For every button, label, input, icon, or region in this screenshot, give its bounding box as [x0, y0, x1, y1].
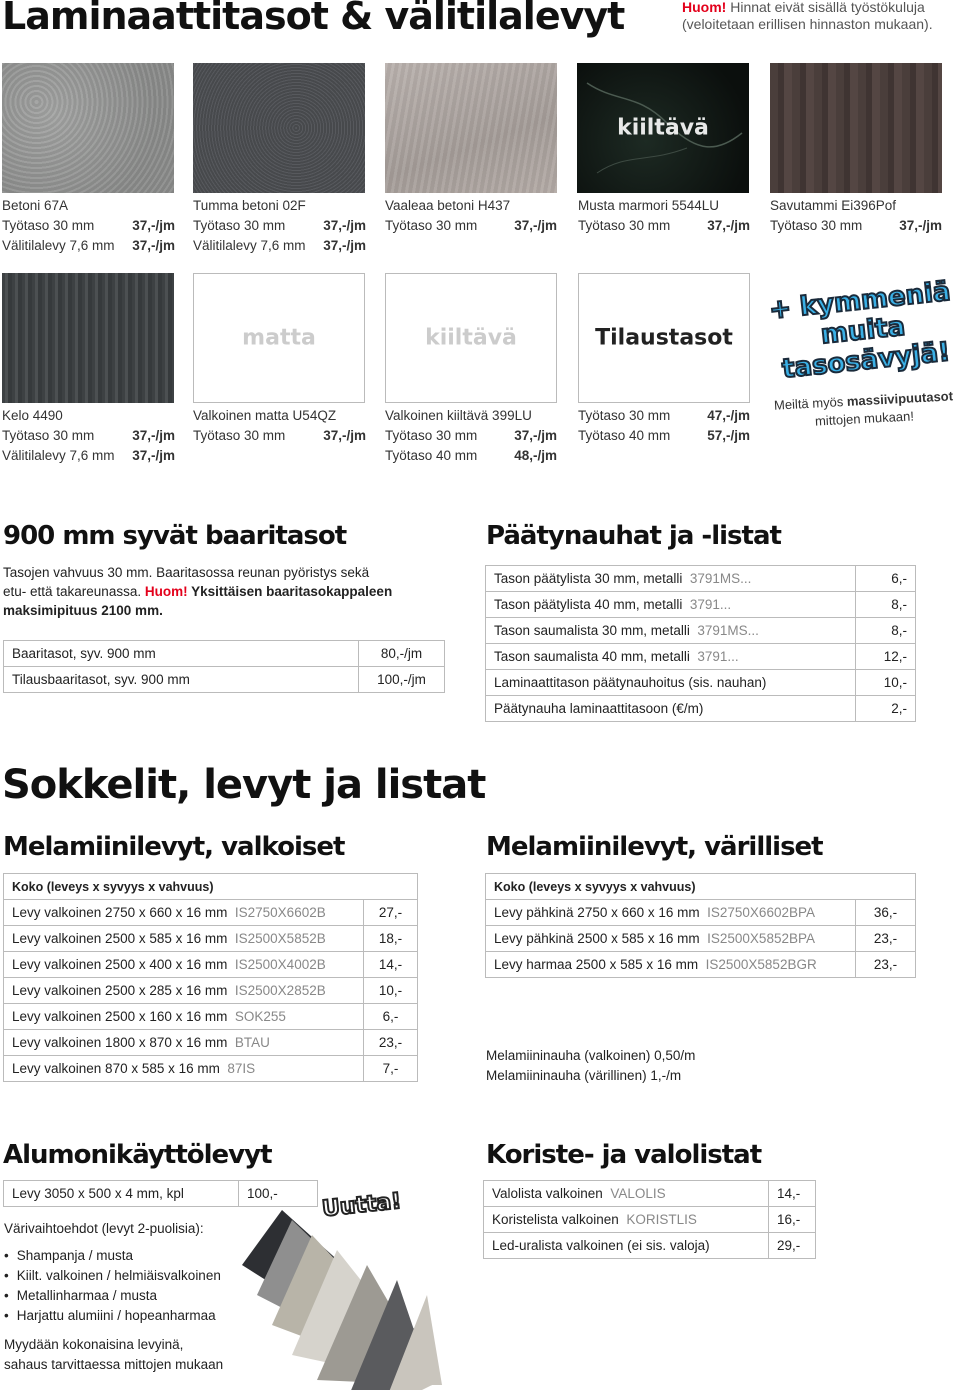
- row-code: IS2750X6602B: [234, 905, 326, 920]
- alumoni-variants-list: [4, 1246, 221, 1326]
- swatch-valkoinen-kiiltava: [385, 273, 557, 403]
- product-variant: Työtaso 30 mm: [385, 218, 478, 233]
- row-code: 87IS: [227, 1061, 256, 1076]
- swatch-savutammi: [770, 63, 942, 193]
- melamiini-valk-title: Melamiinilevyt, valkoiset: [3, 832, 345, 862]
- row-label: Levy valkoinen 1800 x 870 x 16 mm: [12, 1035, 228, 1050]
- product-name: Kelo 4490: [2, 408, 63, 423]
- row-price: 6,-: [856, 566, 916, 592]
- product-name: Musta marmori 5544LU: [578, 198, 720, 213]
- product-price: 47,-/jm: [707, 408, 750, 423]
- product-variant: Työtaso 30 mm: [578, 218, 671, 233]
- swatch-betoni-67a: [2, 63, 174, 193]
- koriste-table: [483, 1180, 816, 1259]
- table-row: [4, 926, 418, 952]
- row-price: 8,-: [856, 592, 916, 618]
- product-variant: Työtaso 30 mm: [578, 408, 671, 423]
- row-price: 16,-: [769, 1207, 816, 1233]
- product-tumma-betoni: [193, 196, 366, 256]
- promo-text: [767, 387, 960, 433]
- table-row: [486, 926, 916, 952]
- product-variant: Välitilalevy 7,6 mm: [193, 238, 306, 253]
- note-text-2: (veloitetaan erillisen hinnaston mukaan).: [682, 16, 933, 32]
- table-row: [484, 1181, 816, 1207]
- product-price: 37,-/jm: [132, 448, 175, 463]
- row-label: Laminaattitason päätynauhoitus (sis. nauhan): [494, 675, 767, 690]
- product-variant: Työtaso 40 mm: [578, 428, 671, 443]
- product-price: 57,-/jm: [707, 428, 750, 443]
- baaritasot-desc-2: etu- että takareunassa.: [3, 584, 145, 599]
- row-price: 100,-/jm: [359, 667, 445, 693]
- product-price: 37,-/jm: [514, 218, 557, 233]
- uutta-badge: Uutta!: [320, 1188, 403, 1223]
- row-code: 3791...: [689, 597, 732, 612]
- product-price: 37,-/jm: [707, 218, 750, 233]
- alumoni-title: Alumonikäyttölevyt: [3, 1140, 272, 1170]
- swatch-tumma-betoni: [193, 63, 365, 193]
- product-kelo: [2, 406, 175, 466]
- row-label: Päätynauha laminaattitasoon (€/m): [494, 701, 704, 716]
- row-label: Levy 3050 x 500 x 4 mm, kpl: [4, 1181, 239, 1207]
- paatynauhat-table: [485, 565, 916, 722]
- nauha-varillinen: Melamiininauha (värillinen) 1,-/m: [486, 1068, 682, 1083]
- row-price: 10,-: [856, 670, 916, 696]
- melamiininauha-info: [486, 1046, 695, 1086]
- row-price: 100,-: [239, 1181, 318, 1207]
- promo-stamp: + kymmeniä muita tasosävyjä!: [767, 276, 952, 385]
- product-price: 37,-/jm: [514, 428, 557, 443]
- product-name: Valkoinen kiiltävä 399LU: [385, 408, 532, 423]
- product-vaalea-betoni: [385, 196, 557, 236]
- row-label: Valolista valkoinen: [492, 1186, 603, 1201]
- row-code: 3791MS...: [697, 623, 759, 638]
- baaritasot-desc-3: maksimipituus 2100 mm.: [3, 603, 163, 618]
- nauha-valkoinen: Melamiininauha (valkoinen) 0,50/m: [486, 1048, 696, 1063]
- list-item: • Shampanja / musta: [4, 1246, 221, 1266]
- product-price: 37,-/jm: [323, 428, 366, 443]
- row-code: 3791MS...: [689, 571, 752, 586]
- product-variant: Välitilalevy 7,6 mm: [2, 448, 115, 463]
- table-header: [4, 874, 418, 900]
- alumoni-footer: [4, 1335, 223, 1375]
- row-code: SOK255: [234, 1009, 286, 1024]
- baaritasot-table: [3, 640, 445, 693]
- table-row: [4, 1056, 418, 1082]
- alumoni-sample-fan: [232, 1195, 462, 1390]
- row-price: 10,-: [364, 978, 418, 1004]
- header-label: Koko (leveys x syvyys x vahvuus): [4, 874, 418, 900]
- row-label: Levy harmaa 2500 x 585 x 16 mm: [494, 957, 699, 972]
- row-code: IS2500X4002B: [234, 957, 326, 972]
- row-price: 6,-: [364, 1004, 418, 1030]
- list-item: • Harjattu alumiini / hopeanharmaa: [4, 1306, 221, 1326]
- table-row: [486, 952, 916, 978]
- alumoni-footer-2: sahaus tarvittaessa mittojen mukaan: [4, 1357, 224, 1372]
- swatch-kelo: [2, 273, 174, 403]
- row-code: 3791...: [697, 649, 739, 664]
- product-price: 37,-/jm: [323, 218, 366, 233]
- row-price: 14,-: [769, 1181, 816, 1207]
- row-code: IS2500X5852BPA: [707, 931, 815, 946]
- swatch-valkoinen-matta: [193, 273, 365, 403]
- product-name: Tumma betoni 02F: [193, 198, 306, 213]
- table-row: [486, 900, 916, 926]
- product-price: 37,-/jm: [899, 218, 942, 233]
- product-tilaustasot: [578, 406, 750, 446]
- product-variant: Työtaso 40 mm: [385, 448, 478, 463]
- product-variant: Työtaso 30 mm: [2, 428, 95, 443]
- promo-text-2: mittojen mukaan!: [814, 408, 915, 429]
- product-variant: Työtaso 30 mm: [193, 428, 286, 443]
- swatch-vaalea-betoni: [385, 63, 557, 193]
- product-name: Vaaleaa betoni H437: [385, 198, 511, 213]
- row-code: IS2750X6602BPA: [707, 905, 815, 920]
- baaritasot-title: 900 mm syvät baaritasot: [3, 521, 347, 551]
- melamiini-valk-table: [3, 873, 418, 1082]
- baaritasot-note: Huom!: [144, 584, 188, 599]
- product-valkoinen-matta: [193, 406, 366, 446]
- note-strong: Huom!: [682, 0, 727, 15]
- row-price: 2,-: [856, 696, 916, 722]
- product-variant: Työtaso 30 mm: [193, 218, 286, 233]
- swatch-overlay-label: Tilaustasot: [595, 325, 733, 351]
- swatch-overlay-label: kiiltävä: [617, 115, 709, 141]
- row-price: 14,-: [364, 952, 418, 978]
- table-row: [4, 667, 445, 693]
- alumoni-variants-title: Värivaihtoehdot (levyt 2-puolisia):: [4, 1221, 204, 1236]
- row-code: IS2500X5852B: [234, 931, 326, 946]
- melamiini-var-title: Melamiinilevyt, värilliset: [486, 832, 823, 862]
- product-variant: Välitilalevy 7,6 mm: [2, 238, 115, 253]
- product-variant: Työtaso 30 mm: [2, 218, 95, 233]
- row-label: Levy valkoinen 870 x 585 x 16 mm: [12, 1061, 220, 1076]
- row-price: 80,-/jm: [359, 641, 445, 667]
- paatynauhat-title: Päätynauhat ja -listat: [486, 521, 781, 551]
- table-row: [4, 641, 445, 667]
- row-code: KORISTLIS: [626, 1212, 697, 1227]
- row-price: 7,-: [364, 1056, 418, 1082]
- product-variant: Työtaso 30 mm: [385, 428, 478, 443]
- row-label: Koristelista valkoinen: [492, 1212, 619, 1227]
- row-label: Tason päätylista 30 mm, metalli: [494, 571, 683, 586]
- table-row: [486, 644, 916, 670]
- row-label: Levy valkoinen 2500 x 400 x 16 mm: [12, 957, 228, 972]
- table-row: [484, 1233, 816, 1259]
- product-price: 37,-/jm: [323, 238, 366, 253]
- table-row: [486, 618, 916, 644]
- swatch-overlay-label: kiiltävä: [425, 325, 517, 351]
- list-item: • Kiilt. valkoinen / helmiäisvalkoinen: [4, 1266, 221, 1286]
- row-label: Baaritasot, syv. 900 mm: [4, 641, 359, 667]
- table-row: [486, 566, 916, 592]
- promo-text-1: Meiltä myös: [773, 393, 848, 413]
- table-row: [4, 1004, 418, 1030]
- table-row: [486, 696, 916, 722]
- product-musta-marmori: [578, 196, 750, 236]
- product-valkoinen-kiiltava: [385, 406, 557, 466]
- sokkelit-title: Sokkelit, levyt ja listat: [2, 762, 486, 808]
- swatch-overlay-label: matta: [242, 325, 316, 351]
- row-price: 23,-: [856, 926, 916, 952]
- row-price: 18,-: [364, 926, 418, 952]
- product-betoni-67a: [2, 196, 175, 256]
- row-label: Tason saumalista 40 mm, metalli: [494, 649, 690, 664]
- row-price: 29,-: [769, 1233, 816, 1259]
- table-row: [486, 592, 916, 618]
- row-label: Levy valkoinen 2500 x 585 x 16 mm: [12, 931, 228, 946]
- product-savutammi: [770, 196, 942, 236]
- price-note: [682, 0, 933, 33]
- baaritasot-desc: [3, 563, 443, 620]
- row-code: IS2500X5852BGR: [705, 957, 817, 972]
- product-price: 48,-/jm: [514, 448, 557, 463]
- product-price: 37,-/jm: [132, 218, 175, 233]
- alumoni-footer-1: Myydään kokonaisina levyinä,: [4, 1337, 184, 1352]
- product-price: 37,-/jm: [132, 428, 175, 443]
- table-row: [4, 1030, 418, 1056]
- product-name: Valkoinen matta U54QZ: [193, 408, 337, 423]
- koriste-title: Koriste- ja valolistat: [486, 1140, 762, 1170]
- row-label: Tason saumalista 30 mm, metalli: [494, 623, 690, 638]
- table-row: [484, 1207, 816, 1233]
- table-header: [486, 874, 916, 900]
- row-price: 36,-: [856, 900, 916, 926]
- baaritasot-desc-1: Tasojen vahvuus 30 mm. Baaritasossa reunan pyöristys sekä: [3, 565, 370, 580]
- product-variant: Työtaso 30 mm: [770, 218, 863, 233]
- melamiini-var-table: [485, 873, 916, 978]
- row-price: 23,-: [856, 952, 916, 978]
- row-label: Led-uralista valkoinen (ei sis. valoja): [492, 1238, 710, 1253]
- row-label: Levy valkoinen 2500 x 285 x 16 mm: [12, 983, 228, 998]
- row-label: Tason päätylista 40 mm, metalli: [494, 597, 683, 612]
- row-price: 12,-: [856, 644, 916, 670]
- swatch-tilaustasot: [578, 273, 750, 403]
- table-row: [4, 900, 418, 926]
- row-code: VALOLIS: [610, 1186, 666, 1201]
- row-price: 23,-: [364, 1030, 418, 1056]
- row-label: Levy valkoinen 2500 x 160 x 16 mm: [12, 1009, 228, 1024]
- row-label: Tilausbaaritasot, syv. 900 mm: [4, 667, 359, 693]
- table-row: [4, 978, 418, 1004]
- row-price: 27,-: [364, 900, 418, 926]
- table-row: [486, 670, 916, 696]
- baaritasot-desc-bold: Yksittäisen baaritasokappaleen: [187, 584, 393, 599]
- row-label: Levy valkoinen 2750 x 660 x 16 mm: [12, 905, 228, 920]
- row-price: 8,-: [856, 618, 916, 644]
- product-name: Savutammi Ei396Pof: [770, 198, 897, 213]
- note-text: Hinnat eivät sisällä työstökuluja: [726, 0, 925, 15]
- row-code: BTAU: [234, 1035, 270, 1050]
- row-code: IS2500X2852B: [234, 983, 326, 998]
- header-label: Koko (leveys x syvyys x vahvuus): [486, 874, 916, 900]
- list-item: • Metallinharmaa / musta: [4, 1286, 221, 1306]
- row-label: Levy pähkinä 2750 x 660 x 16 mm: [494, 905, 700, 920]
- row-label: Levy pähkinä 2500 x 585 x 16 mm: [494, 931, 700, 946]
- swatch-musta-marmori: [577, 63, 749, 193]
- promo-text-bold: massiivipuutasot: [846, 388, 954, 409]
- page-title: Laminaattitasot & välitilalevyt: [2, 0, 625, 38]
- product-name: Betoni 67A: [2, 198, 69, 213]
- table-row: [4, 952, 418, 978]
- product-price: 37,-/jm: [132, 238, 175, 253]
